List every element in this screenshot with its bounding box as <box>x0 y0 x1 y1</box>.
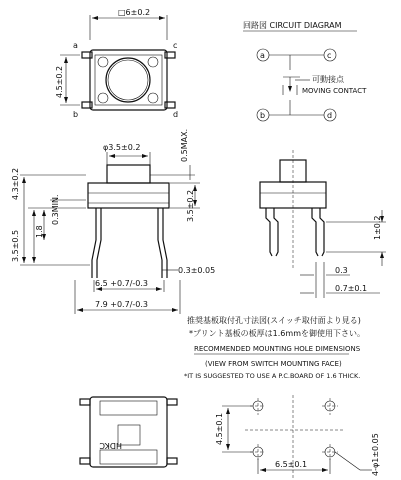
standoff-dim: 1.8 <box>35 225 44 238</box>
mount-en-title: RECOMMENDED MOUNTING HOLE DIMENSIONS <box>194 345 361 353</box>
lead-pitch-dim: 6.5 +0.7/-0.3 <box>95 279 148 288</box>
stem-height-dim: 3.5±0.2 <box>186 189 195 222</box>
contact-label-jp: 可動接点 <box>312 75 344 84</box>
bottom-marking: HDKC <box>99 441 122 450</box>
body-height-dim: 4.3±0.2 <box>11 167 20 200</box>
lead-width-dim: 0.3 <box>335 266 348 275</box>
circuit-title: 回路図 CIRCUIT DIAGRAM <box>243 21 342 30</box>
top-corner-c: c <box>173 41 178 50</box>
hole-v-dim: 4.5±0.1 <box>215 412 224 445</box>
mount-en-note: *IT IS SUGGESTED TO USE A P.C.BOARD OF 1.6 THICK. <box>184 372 361 380</box>
top-height-dim: 4.5±0.2 <box>55 65 64 98</box>
circuit-pin-a: a <box>260 51 265 60</box>
lead-len-dim: 1±0.2 <box>373 215 382 240</box>
mount-en-subtitle: (VIEW FROM SWITCH MOUNTING FACE) <box>205 360 342 368</box>
top-corner-a: a <box>73 41 78 50</box>
mounting-notes <box>184 315 365 380</box>
lead-thick-dim: 0.3±0.05 <box>178 266 216 275</box>
top-corner-d: d <box>173 110 179 119</box>
mount-jp-title: 推奨基板取付孔寸法図(スイッチ取付面より見る) <box>187 316 361 325</box>
plunger-dim: φ3.5±0.2 <box>103 143 141 152</box>
hole-layout <box>215 395 380 478</box>
plunger-height-dim: 0.5MAX. <box>180 128 189 162</box>
circuit-pin-c: c <box>327 51 332 60</box>
top-corner-b: b <box>73 110 79 119</box>
circuit-diagram <box>243 20 367 121</box>
outer-width-dim: 7.9 +0.7/-0.3 <box>95 300 148 309</box>
circuit-pin-d: d <box>327 111 333 120</box>
top-width-dim: □6±0.2 <box>118 8 151 17</box>
side-view <box>260 150 386 298</box>
front-view <box>11 129 215 314</box>
lead-width2-dim: 0.7±0.1 <box>335 284 368 293</box>
contact-label-en: MOVING CONTACT <box>302 87 367 95</box>
total-height-dim: 3.5±0.5 <box>11 229 20 262</box>
top-view <box>55 8 178 119</box>
mount-jp-note: *プリント基板の板厚は1.6mmを御使用下さい。 <box>189 329 365 338</box>
circuit-pin-b: b <box>260 111 266 120</box>
bottom-view <box>80 397 177 467</box>
hole-dia-dim: 4-φ1±0.05 <box>371 433 380 476</box>
min-height-dim: 0.3MIN. <box>51 194 60 225</box>
hole-h-dim: 6.5±0.1 <box>275 460 308 469</box>
